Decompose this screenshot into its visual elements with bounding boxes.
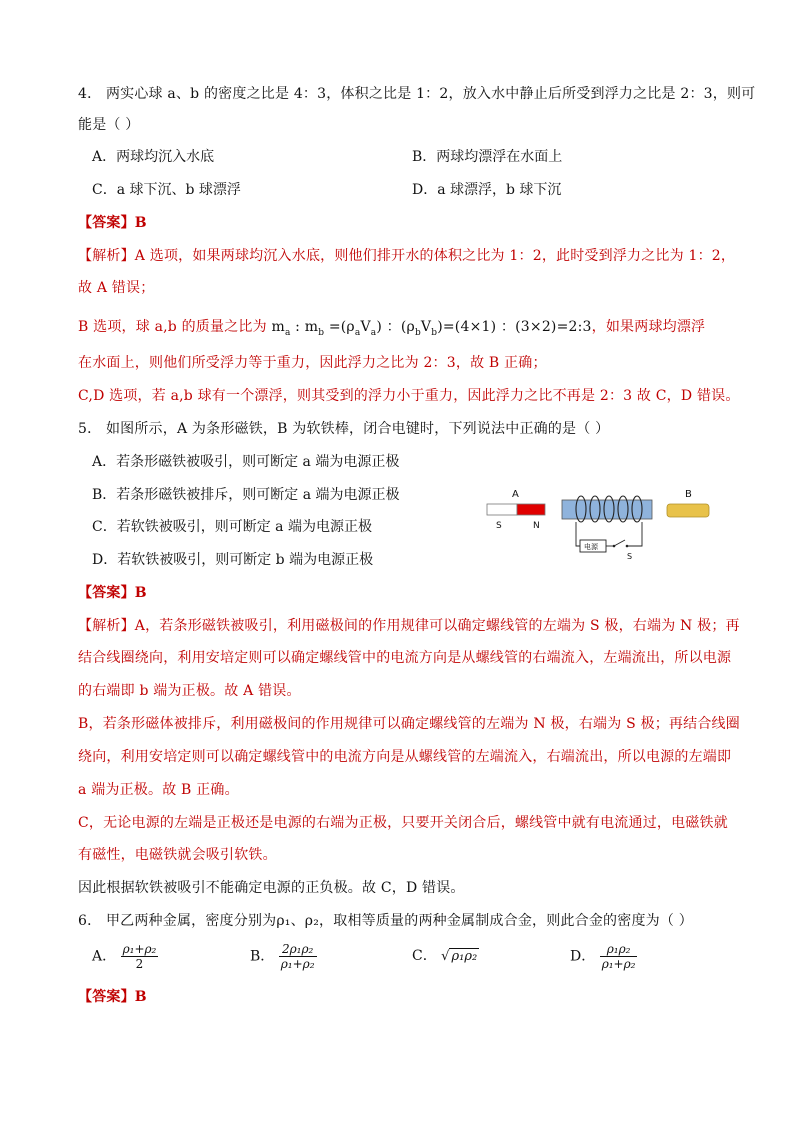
q5-circuit-figure xyxy=(480,482,720,562)
q5-explanation-line3: 的右端即 b 端为正极。故 A 错误。 xyxy=(78,683,301,699)
formula-m: m xyxy=(271,319,285,335)
formula-v: V xyxy=(360,319,371,335)
label-n: N xyxy=(533,521,540,531)
q6-option-c-label: C． xyxy=(412,948,437,964)
frac-den: ρ₁+ρ₂ xyxy=(601,957,636,971)
formula-sub-a2: a xyxy=(354,327,361,338)
label-a: A xyxy=(512,489,519,500)
q6-answer: 【答案】B xyxy=(78,989,147,1005)
q5-explanation-line9: 因此根据软铁被吸引不能确定电源的正负极。故 C，D 错误。 xyxy=(78,880,465,896)
q6-option-b-fraction xyxy=(279,942,317,971)
q4-mass-ratio-formula xyxy=(271,319,592,338)
magnet-n-pole xyxy=(517,504,545,515)
sqrt-radicand: ρ₁ρ₂ xyxy=(451,949,478,964)
formula-sub-b2: b xyxy=(414,327,421,338)
q5-option-b: B．若条形磁铁被排斥，则可断定 a 端为电源正极 xyxy=(92,487,400,503)
q5-answer: 【答案】B xyxy=(78,585,147,601)
q4-explanation-line1: 【解析】A 选项，如果两球均沉入水底，则他们排开水的体积之比为 1：2，此时受到浮力之比为 1：2， xyxy=(78,248,736,264)
q4-option-a: A．两球均沉入水底 xyxy=(92,149,215,165)
label-b: B xyxy=(685,489,692,500)
q5-option-d: D．若软铁被吸引，则可断定 b 端为电源正极 xyxy=(92,552,374,568)
q4-exp3-tail: ，如果两球均漂浮 xyxy=(591,319,706,335)
magnet-s-pole xyxy=(487,504,517,515)
q4-answer: 【答案】B xyxy=(78,215,147,231)
q5-option-c: C．若软铁被吸引，则可断定 a 端为电源正极 xyxy=(92,519,372,535)
q5-explanation-line7: C，无论电源的左端是正极还是电源的右端为正极，只要开关闭合后，螺线管中就有电流通过，电磁铁就 xyxy=(78,815,728,831)
formula-sub-a3: a xyxy=(370,327,377,338)
q5-explanation-line5: 绕向，利用安培定则可以确定螺线管中的电流方向是从螺线管的左端流入，右端流出，所以电源的左端即 xyxy=(78,749,732,765)
q6-option-b xyxy=(250,942,317,971)
q4-explanation-line4: 在水面上，则他们所受浮力等于重力，因此浮力之比为 2：3，故 B 正确； xyxy=(78,355,547,371)
q6-option-c-sqrt: √ ρ₁ρ₂ xyxy=(441,949,478,964)
q4-stem-line2: 能是（ ） xyxy=(78,117,140,133)
label-switch: S xyxy=(627,552,633,561)
q4-option-b: B．两球均漂浮在水面上 xyxy=(412,149,563,165)
q5-explanation-line2: 结合线圈绕向，利用安培定则可以确定螺线管中的电流方向是从螺线管的右端流入，左端流出，所以电源 xyxy=(78,650,732,666)
q4-explanation-line2: 故 A 错误； xyxy=(78,280,155,296)
formula-v2: V xyxy=(420,319,432,335)
label-s: S xyxy=(496,521,502,531)
q6-option-d xyxy=(570,942,637,971)
formula-sub-b: b xyxy=(318,327,325,338)
q6-option-a xyxy=(92,942,158,971)
q5-explanation-line4: B，若条形磁体被排斥，利用磁极间的作用规律可以确定螺线管的左端为 N 极，右端为 S 极；再结合线圈 xyxy=(78,716,740,732)
q4-exp3-text: B 选项，球 a,b 的质量之比为 xyxy=(78,319,272,335)
switch-lever xyxy=(614,540,625,546)
formula-sub-b3: b xyxy=(431,327,438,338)
formula-rho-b-open: ) ：(ρ xyxy=(376,319,415,335)
q5-explanation-line8: 有磁性，电磁铁就会吸引软铁。 xyxy=(78,847,277,863)
frac-den: 2 xyxy=(135,957,144,971)
q4-option-c: C．a 球下沉、b 球漂浮 xyxy=(92,182,241,198)
q5-stem: 5． 如图所示，A 为条形磁铁，B 为软铁棒，闭合电键时，下列说法中正确的是（ ） xyxy=(78,421,610,437)
frac-num: ρ₁ρ₂ xyxy=(600,942,638,957)
q6-option-c xyxy=(412,946,479,967)
q6-stem: 6． 甲乙两种金属，密度分别为ρ₁、ρ₂，取相等质量的两种金属制成合金，则此合金的密度为（ ） xyxy=(78,913,693,929)
q6-option-d-fraction xyxy=(600,942,638,971)
q6-option-b-label: B． xyxy=(250,948,275,965)
frac-num: 2ρ₁ρ₂ xyxy=(279,942,317,957)
soft-iron-bar xyxy=(667,504,709,517)
q5-explanation-line6: a 端为正极。故 B 正确。 xyxy=(78,782,239,798)
frac-num: ρ₁+ρ₂ xyxy=(122,942,157,956)
formula-sub-a: a xyxy=(284,327,291,338)
q4-option-d: D．a 球漂浮，b 球下沉 xyxy=(412,182,562,198)
q4-stem-line1: 4． 两实心球 a、b 的密度之比是 4：3，体积之比是 1：2，放入水中静止后所受到浮力之比是 2：3，则可 xyxy=(78,86,756,102)
formula-colon-m: : m xyxy=(290,319,319,335)
q6-option-d-label: D． xyxy=(570,948,596,965)
q6-option-a-fraction xyxy=(121,942,159,971)
label-power: 电源 xyxy=(584,543,598,551)
formula-rho-a-open: =(ρ xyxy=(324,319,355,335)
q5-explanation-line1: 【解析】A，若条形磁铁被吸引，利用磁极间的作用规律可以确定螺线管的左端为 S 极，右端为 N 极；再 xyxy=(78,618,740,634)
q4-explanation-line3 xyxy=(78,317,718,343)
q4-explanation-line5: C,D 选项，若 a,b 球有一个漂浮，则其受到的浮力小于重力，因此浮力之比不再是 2：3 故 C，D 错误。 xyxy=(78,388,740,404)
q6-option-a-label: A． xyxy=(92,948,117,965)
formula-result: )=(4×1) ：(3×2)=2:3 xyxy=(437,319,592,335)
frac-den: ρ₁+ρ₂ xyxy=(280,957,315,971)
q5-option-a: A．若条形磁铁被吸引，则可断定 a 端为电源正极 xyxy=(92,454,400,470)
